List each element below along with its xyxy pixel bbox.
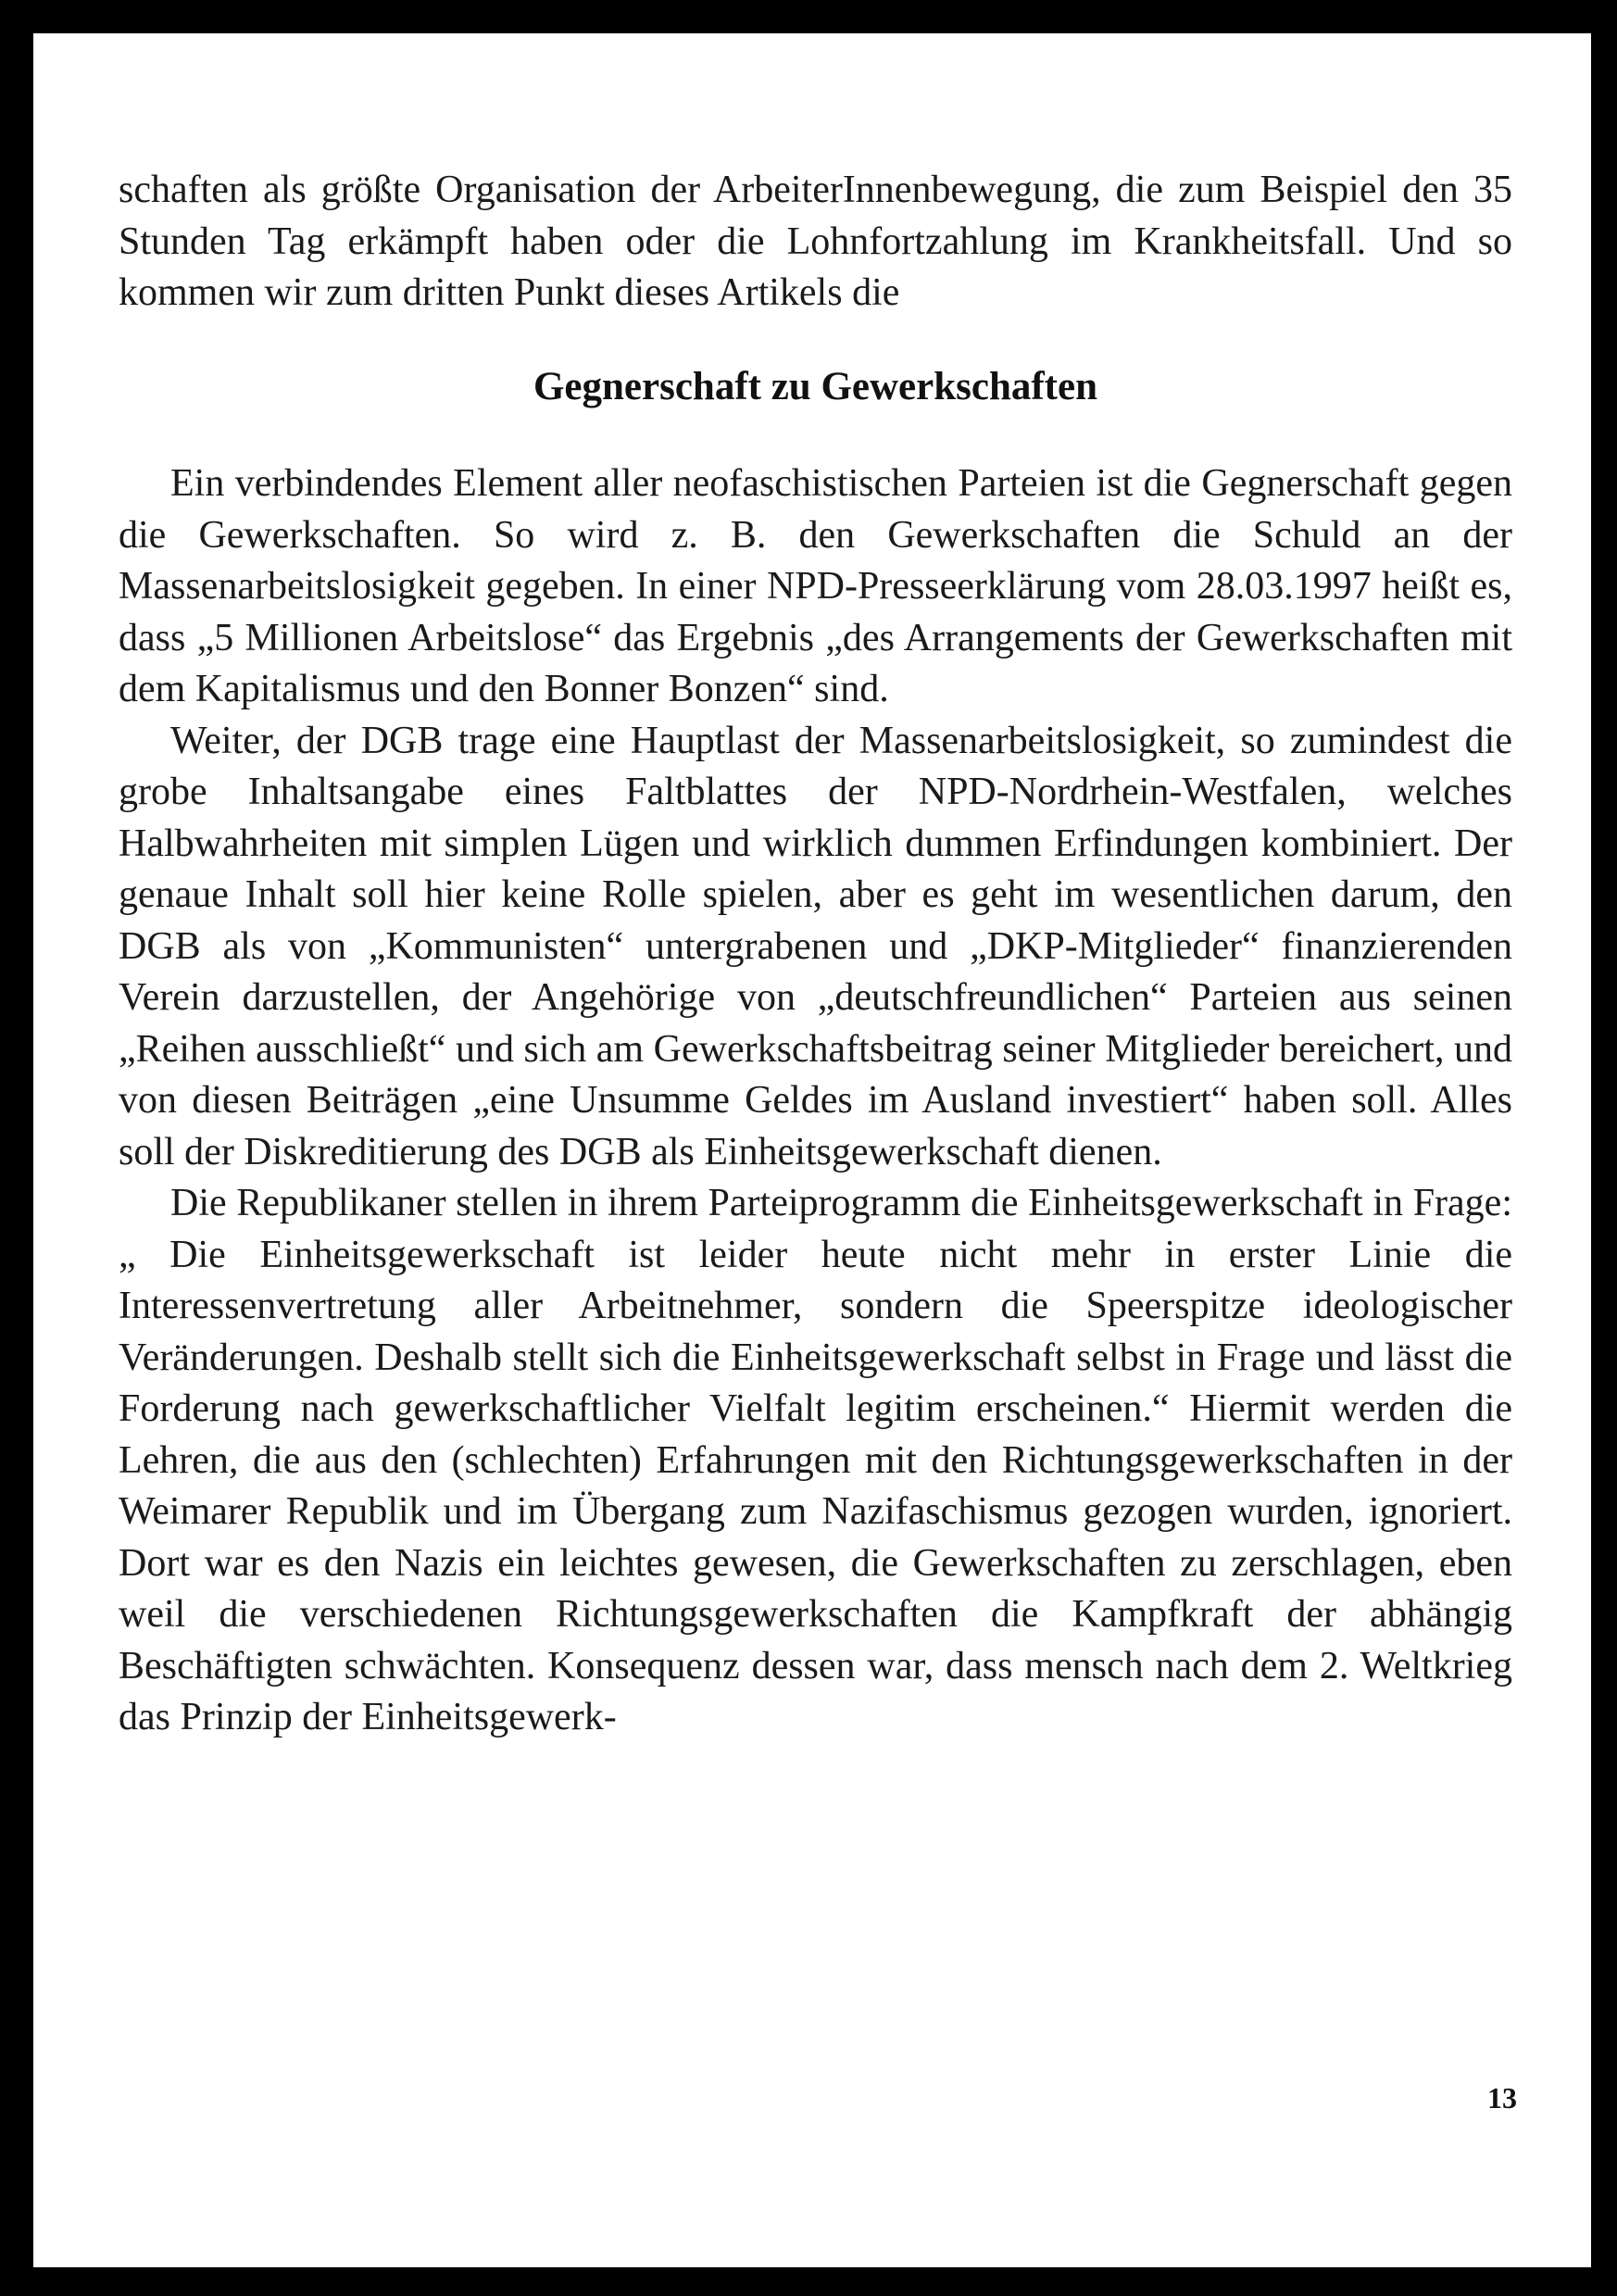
paragraph-continuation: schaften als größte Organisation der ArbeiterInnenbewegung, die zum Beispiel den 35 Stunden Tag erkämpft haben oder die Lohnfortzahlung im Krankheitsfall. Und so kommen wir zum dritten Punkt dieses Artikels die — [119, 169, 1512, 314]
document-page — [33, 33, 1591, 2267]
paragraph-republikaner: Die Republikaner stellen in ihrem Parteiprogramm die Einheitsgewerkschaft in Frage: „ Die Einheitsgewerkschaft ist leider heute nicht mehr in erster Linie die Interessenvertretung aller Arbeitnehmer, sondern die Speerspitze ideologischer Veränderungen. Deshalb stellt sich die Einheitsgewerkschaft selbst in Frage und lässt die Forderung nach gewerkschaftlicher Vielfalt legitim erscheinen.“ Hiermit werden die Lehren, die aus den (schlechten) Erfahrungen mit den Richtungsgewerkschaften in der Weimarer Republik und im Übergang zum Nazifaschismus gezogen wurden, ignoriert. Dort war es den Nazis ein leichtes gewesen, die Gewerkschaften zu zerschlagen, eben weil die verschiedenen Richtungsgewerkschaften die Kampfkraft der abhängig Beschäftigten schwächten. Konsequenz dessen war, dass mensch nach dem 2. Weltkrieg das Prinzip der Einheitsgewerk- — [119, 1182, 1512, 1738]
section-heading: Gegnerschaft zu Gewerkschaften — [533, 364, 1098, 408]
paragraph-opposition: Ein verbindendes Element aller neofaschistischen Parteien ist die Gegnerschaft gegen die Gewerkschaften. So wird z. B. den Gewerkschaften die Schuld an der Massenarbeitslosigkeit gegeben. In einer NPD-Presseerklärung vom 28.03.1997 heißt es, dass „5 Millionen Arbeitslose“ das Ergebnis „des Arrangements der Gewerkschaften mit dem Kapitalismus und den Bonner Bonzen“ sind. — [119, 462, 1512, 710]
page-number: 13 — [1487, 2081, 1517, 2114]
paragraph-dgb-flyer: Weiter, der DGB trage eine Hauptlast der Massenarbeitslosigkeit, so zumindest die grobe Inhaltsangabe eines Faltblattes der NPD-Nordrhein-Westfalen, welches Halbwahrheiten mit simplen Lügen und wirklich dummen Erfindungen kombiniert. Der genaue Inhalt soll hier keine Rolle spielen, aber es geht im wesentlichen darum, den DGB als von „Kommunisten“ untergrabenen und „DKP-Mitglieder“ finanzierenden Verein darzustellen, der Angehörige von „deutschfreundlichen“ Parteien aus seinen „Reihen ausschließt“ und sich am Gewerkschaftsbeitrag seiner Mitglieder bereichert, und von diesen Beiträgen „eine Unsumme Geldes im Ausland investiert“ haben soll. Alles soll der Diskreditierung des DGB als Einheitsgewerkschaft dienen. — [119, 719, 1512, 1173]
page-content — [119, 165, 1512, 1744]
